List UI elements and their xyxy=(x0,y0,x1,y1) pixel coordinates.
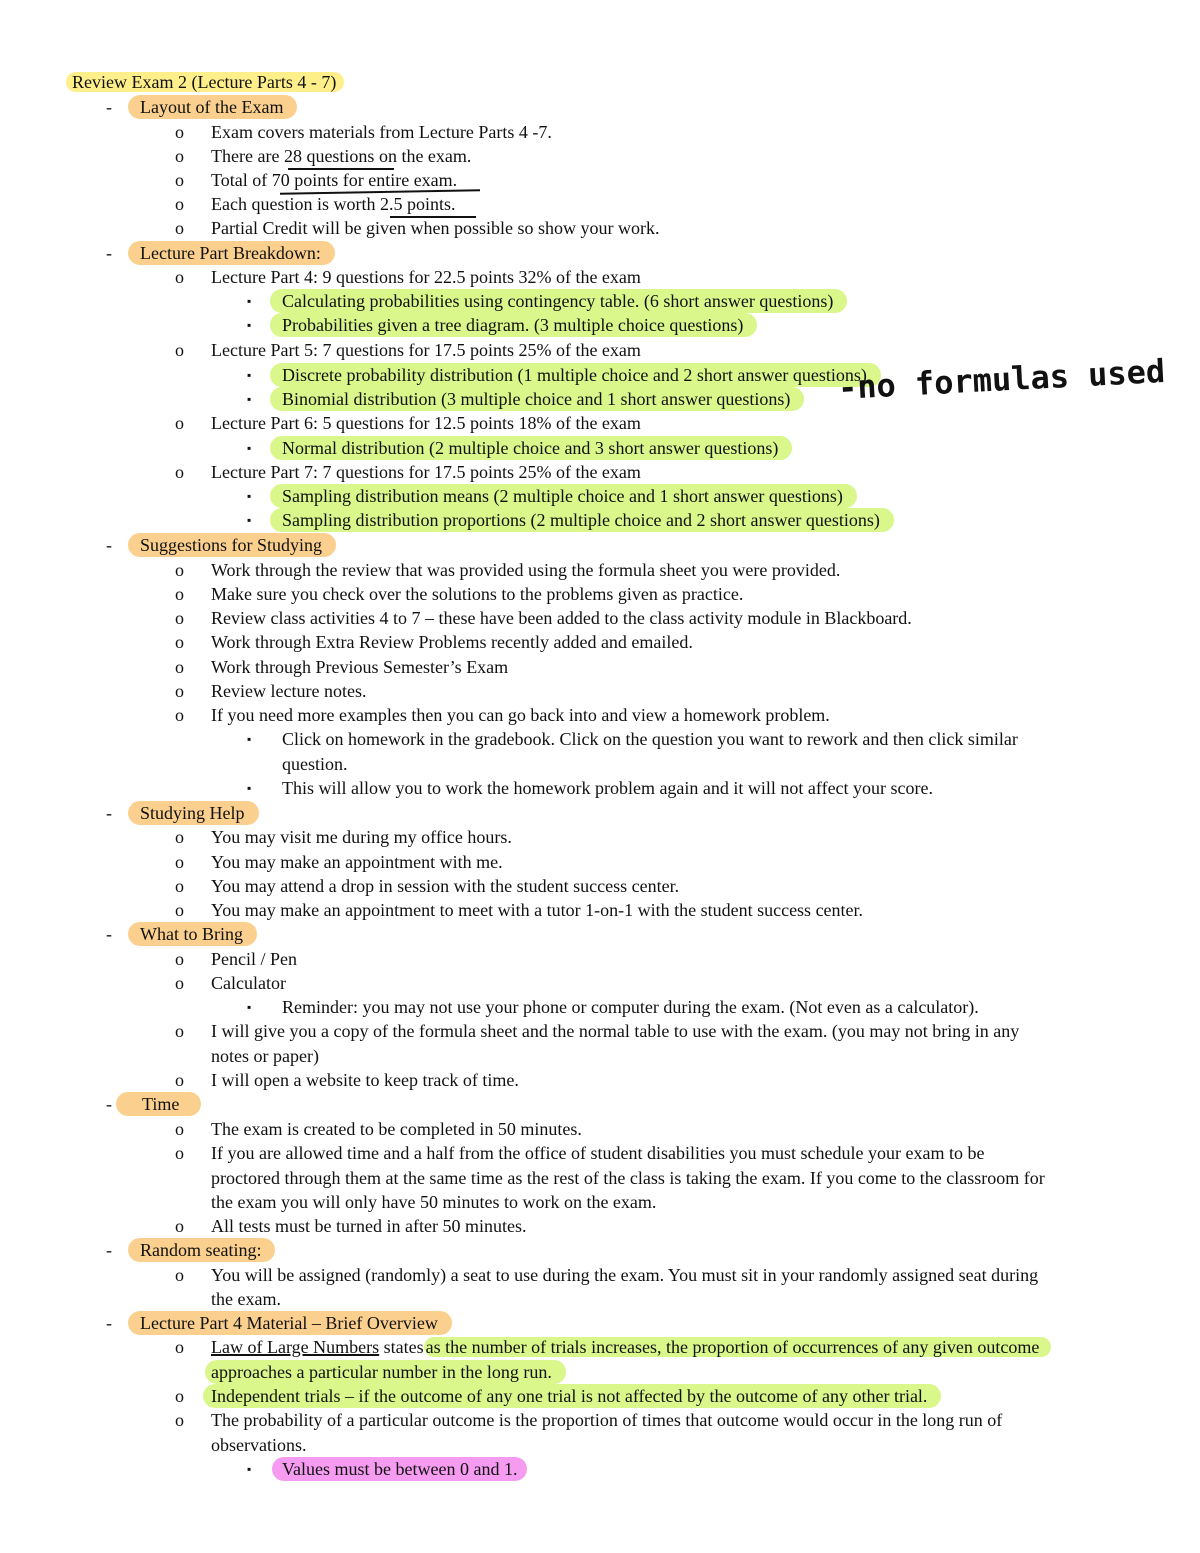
list-item: The probability of a particular outcome is the proportion of times that outcome would occur in the long run of xyxy=(211,1410,1003,1430)
list-item: Make sure you check over the solutions to the problems given as practice. xyxy=(211,584,744,604)
circle-bullet: o xyxy=(175,584,184,604)
section-heading-suggestions: Suggestions for Studying xyxy=(128,533,336,557)
square-bullet: ▪ xyxy=(247,294,252,308)
list-item-continued: observations. xyxy=(211,1435,307,1455)
circle-bullet: o xyxy=(175,122,184,142)
square-bullet: ▪ xyxy=(247,1000,252,1014)
dash-bullet: - xyxy=(106,535,112,555)
sub-list-item: This will allow you to work the homework problem again and it will not affect your score. xyxy=(282,778,934,798)
dash-bullet: - xyxy=(106,1094,112,1114)
sub-list-item: Sampling distribution proportions (2 multiple choice and 2 short answer questions) xyxy=(270,508,894,532)
circle-bullet: o xyxy=(175,827,184,847)
square-bullet: ▪ xyxy=(247,489,252,503)
list-item: Calculator xyxy=(211,973,286,993)
list-item-highlighted: Independent trials – if the outcome of any one trial is not affected by the outcome of any other trial. xyxy=(203,1384,941,1408)
circle-bullet: o xyxy=(175,1143,184,1163)
dash-bullet: - xyxy=(106,803,112,823)
list-item-continued: notes or paper) xyxy=(211,1046,319,1066)
dash-bullet: - xyxy=(106,924,112,944)
circle-bullet: o xyxy=(175,973,184,993)
list-item: The exam is created to be completed in 50 minutes. xyxy=(211,1119,582,1139)
list-item: Total of 70 points for entire exam. xyxy=(211,170,458,190)
circle-bullet: o xyxy=(175,194,184,214)
circle-bullet: o xyxy=(175,1410,184,1430)
list-item: You may visit me during my office hours. xyxy=(211,827,512,847)
list-item: I will open a website to keep track of time. xyxy=(211,1070,519,1090)
list-item-continued: proctored through them at the same time as the rest of the class is taking the exam. If you come to the classroom for xyxy=(211,1168,1045,1188)
circle-bullet: o xyxy=(175,1216,184,1236)
section-heading-time: Time xyxy=(116,1092,201,1116)
square-bullet: ▪ xyxy=(247,781,252,795)
list-item: Work through Extra Review Problems recently added and emailed. xyxy=(211,632,693,652)
sub-list-item: Sampling distribution means (2 multiple choice and 1 short answer questions) xyxy=(270,484,857,508)
circle-bullet: o xyxy=(175,705,184,725)
lln-states-text: states xyxy=(379,1337,424,1357)
circle-bullet: o xyxy=(175,681,184,701)
dash-bullet: - xyxy=(106,97,112,117)
section-heading-seating: Random seating: xyxy=(128,1238,275,1262)
dash-bullet: - xyxy=(106,243,112,263)
section-heading-layout: Layout of the Exam xyxy=(128,95,297,119)
list-item: Lecture Part 7: 7 questions for 17.5 points 25% of the exam xyxy=(211,462,641,482)
list-item-continued: the exam. xyxy=(211,1289,281,1309)
list-item: Pencil / Pen xyxy=(211,949,297,969)
list-item: If you are allowed time and a half from the office of student disabilities you must schedule your exam to be xyxy=(211,1143,985,1163)
circle-bullet: o xyxy=(175,900,184,920)
list-item: I will give you a copy of the formula sheet and the normal table to use with the exam. (you may not bring in any xyxy=(211,1021,1020,1041)
list-item: You may make an appointment to meet with a tutor 1-on-1 with the student success center. xyxy=(211,900,864,920)
circle-bullet: o xyxy=(175,1337,184,1357)
circle-bullet: o xyxy=(175,218,184,238)
circle-bullet: o xyxy=(175,170,184,190)
section-heading-bring: What to Bring xyxy=(128,922,257,946)
sub-list-item: Binomial distribution (3 multiple choice and 1 short answer questions) xyxy=(270,387,804,411)
square-bullet: ▪ xyxy=(247,441,252,455)
circle-bullet: o xyxy=(175,1021,184,1041)
circle-bullet: o xyxy=(175,1265,184,1285)
list-item: Review class activities 4 to 7 – these have been added to the class activity module in Blackboard. xyxy=(211,608,912,628)
list-item: There are 28 questions on the exam. xyxy=(211,146,472,166)
list-item: If you need more examples then you can go back into and view a homework problem. xyxy=(211,705,830,725)
pen-underline-mark xyxy=(390,216,476,218)
list-item: Lecture Part 6: 5 questions for 12.5 points 18% of the exam xyxy=(211,413,641,433)
list-item: Work through the review that was provided using the formula sheet you were provided. xyxy=(211,560,841,580)
circle-bullet: o xyxy=(175,1119,184,1139)
list-item-continued: the exam you will only have 50 minutes to work on the exam. xyxy=(211,1192,657,1212)
page-title xyxy=(66,70,344,94)
pen-underline-mark xyxy=(288,168,394,170)
circle-bullet: o xyxy=(175,462,184,482)
circle-bullet: o xyxy=(175,876,184,896)
dash-bullet: - xyxy=(106,1313,112,1333)
section-heading-overview: Lecture Part 4 Material – Brief Overview xyxy=(128,1311,452,1335)
sub-list-item: Probabilities given a tree diagram. (3 multiple choice questions) xyxy=(270,313,757,337)
sub-list-item: Click on homework in the gradebook. Click on the question you want to rework and then click similar xyxy=(282,729,1018,749)
list-item: Partial Credit will be given when possible so show your work. xyxy=(211,218,660,238)
sub-list-item-continued: question. xyxy=(282,754,348,774)
list-item: Lecture Part 5: 7 questions for 17.5 points 25% of the exam xyxy=(211,340,641,360)
lln-definition-continued: approaches a particular number in the long run. xyxy=(205,1360,566,1384)
dash-bullet: - xyxy=(106,1240,112,1260)
circle-bullet: o xyxy=(175,1386,184,1406)
lln-definition-highlight: as the number of trials increases, the proportion of occurrences of any given outcome xyxy=(424,1337,1052,1357)
list-item: Review lecture notes. xyxy=(211,681,367,701)
circle-bullet: o xyxy=(175,632,184,652)
sub-list-item: Calculating probabilities using contingency table. (6 short answer questions) xyxy=(270,289,847,313)
list-item: You may make an appointment with me. xyxy=(211,852,503,872)
handwritten-note: -no formulas used xyxy=(837,351,1167,407)
sub-list-item-highlighted: Values must be between 0 and 1. xyxy=(272,1457,527,1481)
list-item: Each question is worth 2.5 points. xyxy=(211,194,456,214)
list-item: All tests must be turned in after 50 minutes. xyxy=(211,1216,527,1236)
circle-bullet: o xyxy=(175,1070,184,1090)
law-of-large-numbers-term: Law of Large Numbers xyxy=(211,1337,380,1357)
circle-bullet: o xyxy=(175,852,184,872)
sub-list-item: Normal distribution (2 multiple choice and 3 short answer questions) xyxy=(270,436,792,460)
square-bullet: ▪ xyxy=(247,318,252,332)
square-bullet: ▪ xyxy=(247,368,252,382)
square-bullet: ▪ xyxy=(247,1462,252,1476)
list-item: You will be assigned (randomly) a seat to use during the exam. You must sit in your randomly assigned seat during xyxy=(211,1265,1039,1285)
list-item: You may attend a drop in session with the student success center. xyxy=(211,876,680,896)
circle-bullet: o xyxy=(175,267,184,287)
circle-bullet: o xyxy=(175,560,184,580)
circle-bullet: o xyxy=(175,146,184,166)
sub-list-item: Discrete probability distribution (1 multiple choice and 2 short answer questions) xyxy=(270,363,881,387)
section-heading-help: Studying Help xyxy=(128,801,259,825)
square-bullet: ▪ xyxy=(247,732,252,746)
section-heading-breakdown: Lecture Part Breakdown: xyxy=(128,241,335,265)
square-bullet: ▪ xyxy=(247,392,252,406)
circle-bullet: o xyxy=(175,608,184,628)
square-bullet: ▪ xyxy=(247,513,252,527)
circle-bullet: o xyxy=(175,340,184,360)
circle-bullet: o xyxy=(175,949,184,969)
list-item: Lecture Part 4: 9 questions for 22.5 points 32% of the exam xyxy=(211,267,641,287)
circle-bullet: o xyxy=(175,657,184,677)
list-item: Exam covers materials from Lecture Parts 4 -7. xyxy=(211,122,552,142)
circle-bullet: o xyxy=(175,413,184,433)
sub-list-item: Reminder: you may not use your phone or computer during the exam. (Not even as a calculator). xyxy=(282,997,979,1017)
page-title-text: Review Exam 2 (Lecture Parts 4 - 7) xyxy=(66,72,344,92)
list-item: Work through Previous Semester’s Exam xyxy=(211,657,509,677)
